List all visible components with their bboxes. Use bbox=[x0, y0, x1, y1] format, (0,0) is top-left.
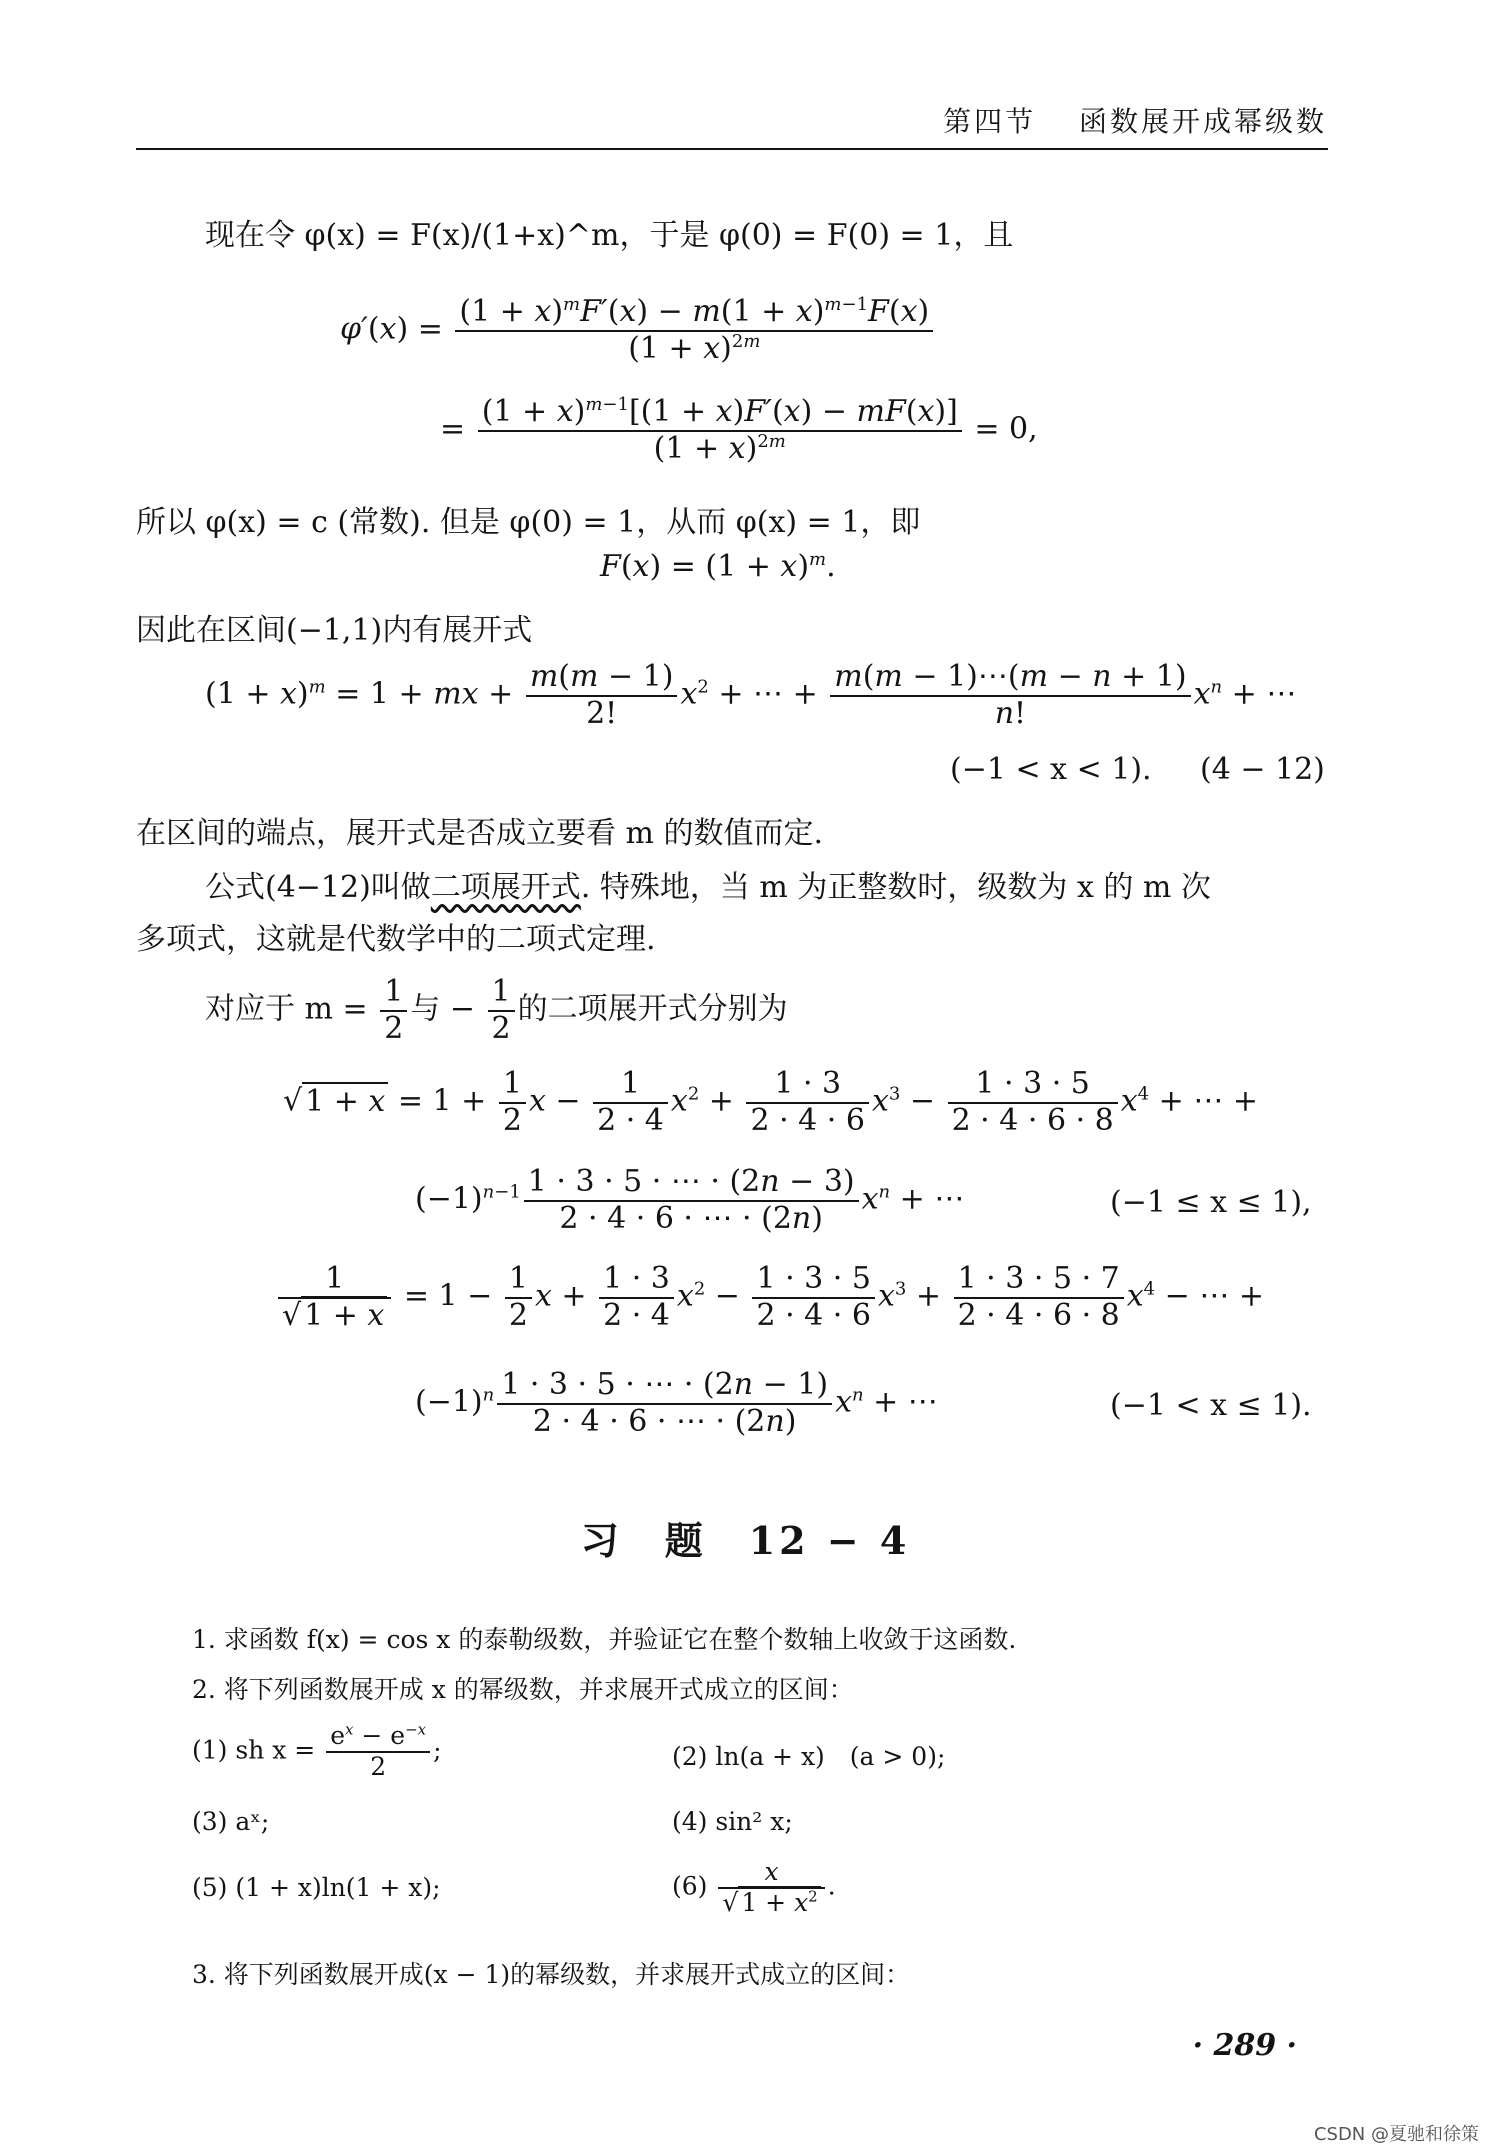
header-title: 函数展开成幂级数 bbox=[1078, 105, 1327, 138]
paragraph-5-a: 公式(4−12)叫做 bbox=[205, 870, 431, 905]
exercise-2-sub-1-label: (1) sh x = bbox=[192, 1735, 316, 1765]
paragraph-6-c: 的二项展开式分别为 bbox=[517, 991, 788, 1027]
paragraph-5-line-1 bbox=[205, 862, 1211, 906]
exercise-2-sub-4: (4) sin² x; bbox=[672, 1807, 793, 1836]
header-section: 第四节 bbox=[943, 105, 1037, 138]
paragraph-6-a: 对应于 m = bbox=[205, 991, 368, 1027]
paragraph-4: 在区间的端点，展开式是否成立要看 m 的数值而定. bbox=[136, 816, 824, 851]
paragraph-6: 对应于 m = $\frac{1}{2}$ 与 − $\frac{1}{2}$ 的二项展开式分别为 bbox=[205, 974, 788, 1046]
exercise-2-sub-6-label: (6) bbox=[672, 1871, 708, 1901]
derivative-equation: φ′(x) = $\frac{(1 + x)^mF'(x) - m(1 + x)^{m-1}F(x)}{(1 + x)^{2m}}$ bbox=[340, 295, 936, 366]
exercise-3: 3. 将下列函数展开成(x − 1)的幂级数，并求展开式成立的区间： bbox=[192, 1960, 911, 1989]
binomial-series: $(1 + x)^m = 1$ + mx + $\frac{m(m - 1)}{2!}$ $x^2$ + ⋯ + $\frac{m(m - 1)\cdots(m - n + 1)}{n!}$ $x^n$ + ⋯ bbox=[205, 659, 1297, 731]
inverse-sqrt-series-general: $(-1)^n$ $\frac{1 \cdot 3 \cdot 5 \cdot \cdots \cdot (2n - 1)}{2 \cdot 4 \cdot 6 \cdot \cdots \cdot (2n)}$ $x^n$ + ⋯ bbox=[415, 1367, 938, 1439]
paragraph-3: 因此在区间(−1,1)内有展开式 bbox=[136, 613, 533, 648]
exercise-2-sub-1: (1) sh x = $\frac{e^x - e^{-x}}{2}$ ; bbox=[192, 1720, 442, 1781]
inverse-sqrt-series: $\frac{1}{√ 1 + x}$ = 1 − $\frac{1}{2}$ x + $\frac{1 \cdot 3}{2 \cdot 4}$ $x^2$ − $\frac{1 \cdot 3 \cdot 5}{2 \cdot 4 \cdot 6}$ $x^3$ + $\frac{1 \cdot 3 \cdot 5 \cdot 7}{2 \cdot 4 \cdot 6 \cdot 8}$ $x^4$ − ⋯ + bbox=[275, 1262, 1264, 1333]
running-header bbox=[943, 100, 1327, 140]
paragraph-5-c: 多项式，这就是代数学中的二项式定理. bbox=[136, 922, 656, 957]
exercise-2-sub-6: (6) $\frac{x}{√ 1 + x^2}$ . bbox=[672, 1857, 836, 1917]
paragraph-5-b: . 特殊地，当 m 为正整数时，级数为 x 的 m 次 bbox=[580, 870, 1211, 905]
exercise-2-sub-5: (5) (1 + x)ln(1 + x); bbox=[192, 1873, 441, 1902]
exercise-1: 1. 求函数 f(x) = cos x 的泰勒级数，并验证它在整个数轴上收敛于这函数. bbox=[192, 1625, 1017, 1654]
definition-line bbox=[205, 210, 1013, 254]
result-equation: $F(x) = (1 + x)^m$. bbox=[600, 549, 836, 584]
paragraph-1: 现在令 φ(x) = F(x)/(1+x)^m，于是 φ(0) = F(0) = 1，且 bbox=[205, 218, 1014, 253]
exercise-2-sub-2: (2) ln(a + x) (a > 0); bbox=[672, 1742, 946, 1771]
page-number: · 289 · bbox=[1192, 2028, 1297, 2063]
exercise-title: 习 题 12 − 4 bbox=[580, 1518, 911, 1563]
paragraph-6-b: 与 − bbox=[410, 991, 475, 1027]
derivative-equation-continued: = $\frac{(1 + x)^{m-1}[(1 + x)F'(x) - mF(x)]}{(1 + x)^{2m}}$ = 0, bbox=[440, 394, 1038, 466]
equation-number: (4 − 12) bbox=[1200, 752, 1325, 787]
sqrt-series: √ 1 + x = 1 + $\frac{1}{2}$ x − $\frac{1}{2 \cdot 4}$ $x^2$ + $\frac{1 \cdot 3}{2 \cdot 4 \cdot 6}$ $x^3$ − $\frac{1 \cdot 3 \cdot 5}{2 \cdot 4 \cdot 6 \cdot 8}$ $x^4$ + ⋯ + bbox=[283, 1066, 1259, 1138]
watermark: CSDN @夏驰和徐策 bbox=[1313, 2124, 1479, 2145]
exercise-2: 2. 将下列函数展开成 x 的幂级数，并求展开式成立的区间： bbox=[192, 1675, 854, 1704]
binomial-range: (−1 < x < 1). bbox=[950, 752, 1152, 787]
exercise-2-sub-3: (3) aˣ; bbox=[192, 1807, 270, 1836]
paragraph-2: 所以 φ(x) = c (常数). 但是 φ(0) = 1，从而 φ(x) = 1，即 bbox=[136, 505, 921, 540]
header-rule bbox=[136, 148, 1328, 150]
sqrt-series-range: (−1 ≤ x ≤ 1), bbox=[1110, 1185, 1312, 1220]
inverse-sqrt-series-range: (−1 < x ≤ 1). bbox=[1110, 1388, 1312, 1423]
binomial-term: 二项展开式 bbox=[430, 870, 581, 905]
sqrt-series-general: $(-1)^{n-1}$ $\frac{1 \cdot 3 \cdot 5 \cdot \cdots \cdot (2n - 3)}{2 \cdot 4 \cdot 6 \cdot \cdots \cdot (2n)}$ $x^n$ + ⋯ bbox=[415, 1164, 965, 1236]
